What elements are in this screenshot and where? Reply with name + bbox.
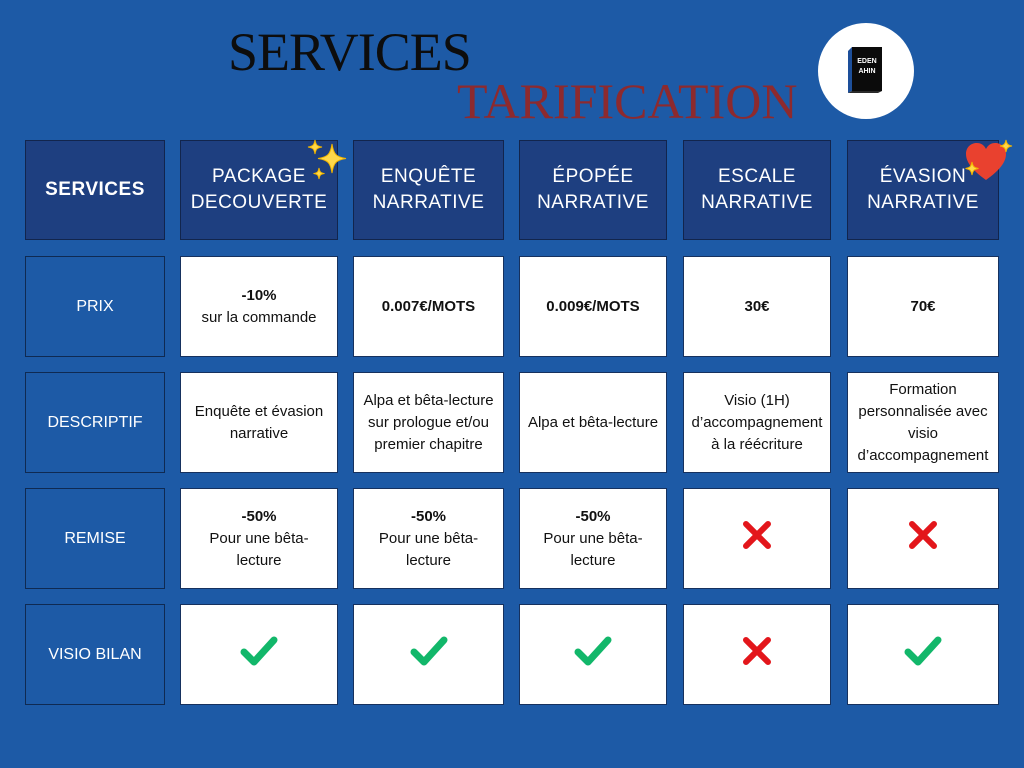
header-enquete-narrative: ENQUÊTE NARRATIVE [353,140,504,240]
heart-sparkle-icon [962,138,1014,184]
book-logo-icon [848,45,884,95]
check-icon [239,634,279,675]
cell-prix-3 [519,256,667,357]
cell-visio-bilan-1 [180,604,338,705]
page-title: SERVICES [228,22,471,82]
cell-text: sur la commande [201,308,317,326]
cell-text: Alpa et bêta-lecture sur prologue et/ou premier chapitre [363,391,494,453]
cell-prix-2 [353,256,504,357]
cell-descriptif-2 [353,372,504,473]
cell-text: Enquête et évasion narrative [194,402,324,442]
cell-visio-bilan-4 [683,604,831,705]
check-icon [903,634,943,675]
cell-descriptif-4 [683,372,831,473]
cell-value: 0.009€/MOTS [546,297,640,315]
row-label-descriptif: DESCRIPTIF [25,372,165,473]
row-label-remise: REMISE [25,488,165,589]
sparkles-icon [306,138,348,184]
check-icon [409,634,449,675]
cell-value: 0.007€/MOTS [381,297,476,315]
cell-prix-1 [180,256,338,357]
cell-text: Pour une bêta- lecture [209,529,309,569]
logo [818,23,914,119]
cell-value: -50% [410,507,447,525]
cell-descriptif-5 [847,372,999,473]
header-epopee-narrative: ÉPOPÉE NARRATIVE [519,140,667,240]
header-evasion-narrative: ÉVASION NARRATIVE [847,140,999,240]
cell-visio-bilan-5 [847,604,999,705]
cell-value: -10% [241,286,277,304]
cell-remise-4 [683,488,831,589]
cell-text: Visio (1H) d’accompagnement à la réécriture [691,391,823,453]
row-label-prix: PRIX [25,256,165,357]
cell-text: Pour une bêta- lecture [378,529,479,569]
check-icon [573,634,613,675]
cell-text: Formation personnalisée avec visio d’accompagnement [857,380,989,464]
svg-text:AHIN: AHIN [858,68,876,75]
cell-prix-4 [683,256,831,357]
cell-remise-3 [519,488,667,589]
cell-value: -50% [575,507,611,525]
cross-icon [741,635,773,674]
cell-value: 70€ [910,297,936,315]
cell-remise-2 [353,488,504,589]
cross-icon [741,519,773,558]
cell-visio-bilan-3 [519,604,667,705]
header-escale-narrative: ESCALE NARRATIVE [683,140,831,240]
cell-visio-bilan-2 [353,604,504,705]
cell-remise-1 [180,488,338,589]
cell-value: 30€ [744,297,770,315]
row-label-visio-bilan: VISIO BILAN [25,604,165,705]
cell-descriptif-3 [519,372,667,473]
svg-text:EDEN: EDEN [857,58,877,65]
cell-text: Alpa et bêta-lecture [527,413,659,431]
page-subtitle: TARIFICATION [457,73,798,129]
cell-text: Pour une bêta- lecture [543,529,643,569]
cell-descriptif-1 [180,372,338,473]
header-package-decouverte: PACKAGE DECOUVERTE [180,140,338,240]
cross-icon [907,519,939,558]
cell-value: -50% [241,507,277,525]
cell-remise-5 [847,488,999,589]
header-services: SERVICES [25,140,165,240]
cell-prix-5 [847,256,999,357]
